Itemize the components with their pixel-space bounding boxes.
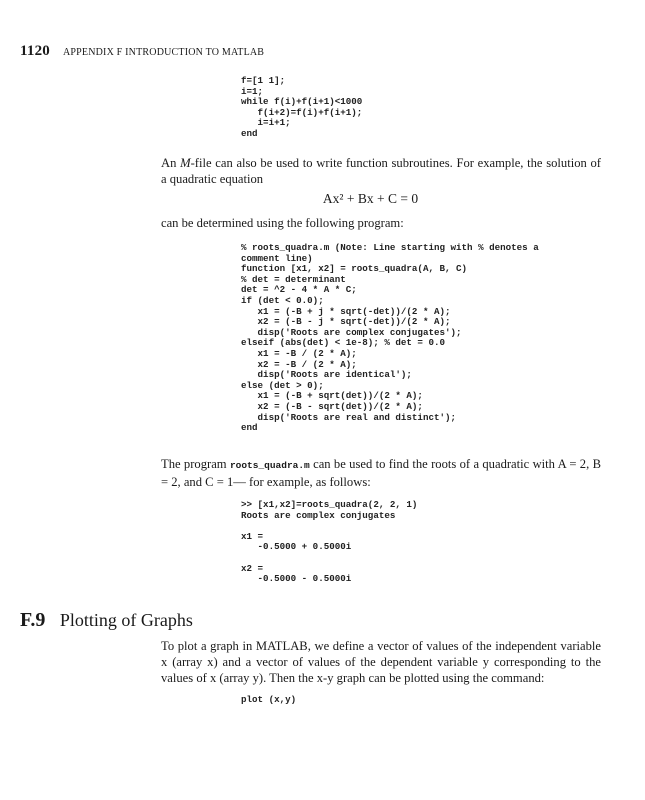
paragraph-plotting: To plot a graph in MATLAB, we define a vector of values of the independent variable x (array x) and a vector of values of the dependent variable y corresponding to the values of x (array y). Then the x-y graph can be plotted using the command: (161, 639, 601, 685)
section-title: Plotting of Graphs (59, 610, 193, 630)
paragraph-program-intro: can be determined using the following program: (161, 216, 404, 230)
section-heading (20, 609, 193, 632)
section-number: F.9 (20, 609, 46, 631)
code-plot-command: plot (x,y) (241, 694, 297, 705)
running-title: APPENDIX F INTRODUCTION TO MATLAB (62, 47, 265, 58)
quadratic-equation: Ax² + Bx + C = 0 (322, 191, 419, 206)
paragraph-mfile: An M-file can also be used to write function subroutines. For example, the solution of a quadratic equation (161, 156, 601, 186)
paragraph-usage: The program roots_quadra.m can be used to find the roots of a quadratic with A = 2, B = 2, and C = 1— for example, as follows: (161, 457, 601, 489)
code-example-output: >> [x1,x2]=roots_quadra(2, 2, 1) Roots are complex conjugates x1 = -0.5000 + 0.5000i x2 = -0.5000 - 0.5000i (241, 499, 418, 585)
page-number: 1120 (20, 43, 50, 59)
code-roots-quadra: % roots_quadra.m (Note: Line starting with % denotes a comment line) function [x1, x2] = roots_quadra(A, B, C) % det = determinant det = ^2 - 4 * A * C; if (det < 0.0); x1 = (-B + j * sqrt(-det))/(2 * A); x2 = (-B - j * sqrt(-det))/(2 * A); disp('Roots are complex conjugates'); elseif (abs(det) < 1e-8); % det = 0.0 x1 = -B / (2 * A); x2 = -B / (2 * A); disp('Roots are identical'); else (det > 0); x1 = (-B + sqrt(det))/(2 * A); x2 = (-B - sqrt(det))/(2 * A); disp('Roots are real and distinct'); end (241, 242, 539, 434)
page-header (20, 43, 264, 60)
code-fibonacci: f=[1 1]; i=1; while f(i)+f(i+1)<1000 f(i+2)=f(i)+f(i+1); i=i+1; end (241, 75, 363, 139)
